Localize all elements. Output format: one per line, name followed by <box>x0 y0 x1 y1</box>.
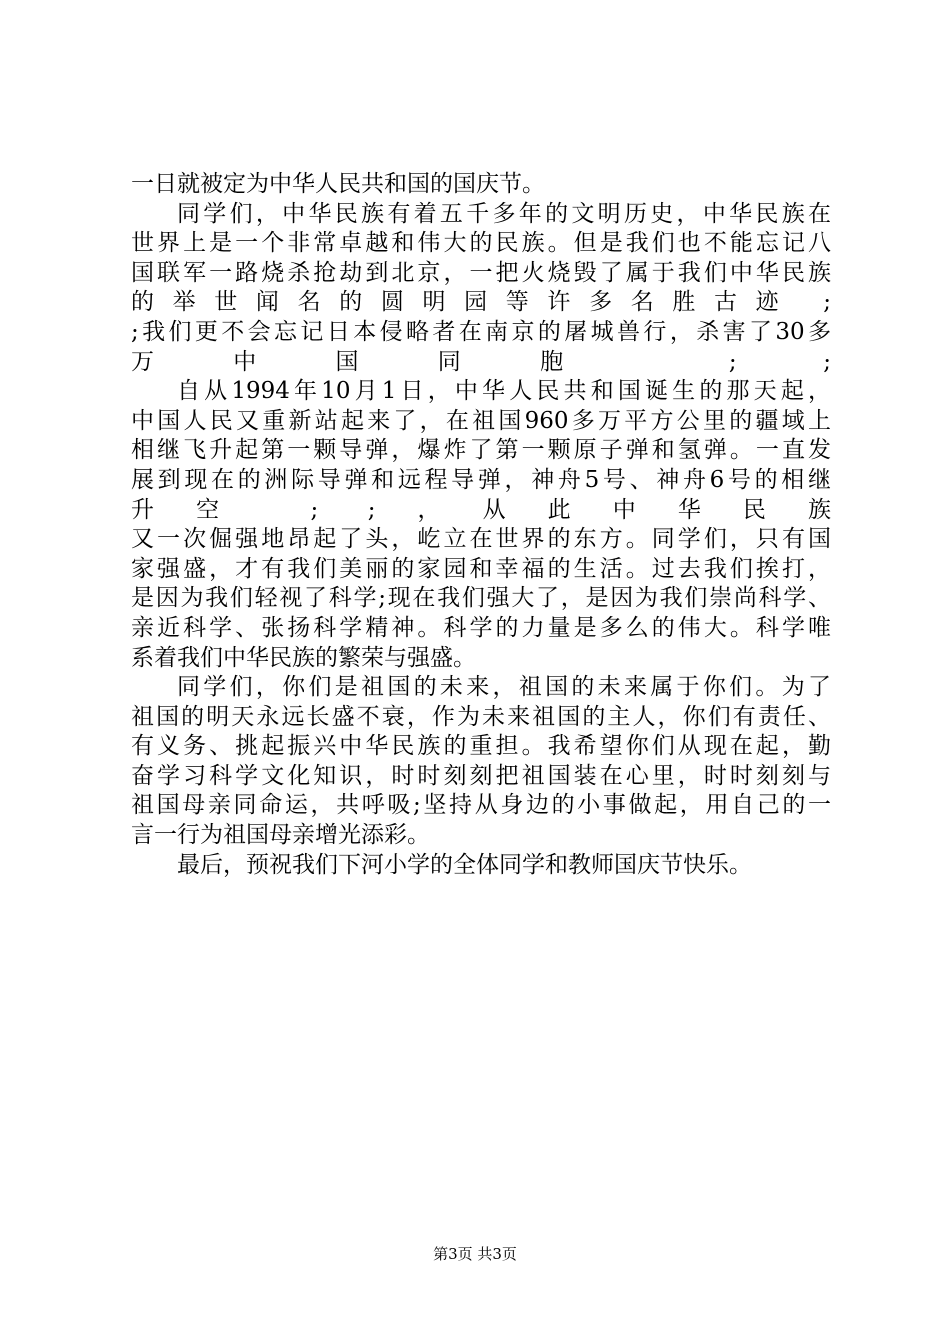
text-line: 同学们，中华民族有着五千多年的文明历史，中华民族在 <box>177 200 831 227</box>
text-line: 最后，预祝我们下河小学的全体同学和教师国庆节快乐。 <box>177 851 752 878</box>
text-line: 祖国母亲同命运，共呼吸;坚持从身边的小事做起，用自己的一 <box>131 792 831 819</box>
text-line: ;我们更不会忘记日本侵略者在南京的屠城兽行，杀害了30多 <box>131 318 831 345</box>
text-line: 言一行为祖国母亲增光添彩。 <box>131 822 430 849</box>
text-line: 的举世闻名的圆明园等许多名胜古迹 ; <box>131 289 831 316</box>
text-line: 又一次倔强地昂起了头，屹立在世界的东方。同学们，只有国 <box>131 526 831 553</box>
page-footer: 第3页 共3页 <box>433 1245 517 1263</box>
text-line: 奋学习科学文化知识，时时刻刻把祖国装在心里，时时刻刻与 <box>131 762 831 789</box>
text-line: 升空 ; ;，从此中华民族 <box>131 496 831 523</box>
text-line: 是因为我们轻视了科学;现在我们强大了，是因为我们崇尚科学、 <box>131 585 831 612</box>
text-line: 系着我们中华民族的繁荣与强盛。 <box>131 644 476 671</box>
body-text <box>131 170 831 880</box>
text-line: 同学们，你们是祖国的未来，祖国的未来属于你们。为了 <box>177 674 831 701</box>
text-line: 万中国同胞 ; ; <box>131 348 831 375</box>
text-line: 展到现在的洲际导弹和远程导弹，神舟5号、神舟6号的相继 <box>131 466 831 493</box>
text-line: 有义务、挑起振兴中华民族的重担。我希望你们从现在起，勤 <box>131 733 831 760</box>
text-line: 亲近科学、张扬科学精神。科学的力量是多么的伟大。科学唯 <box>131 614 831 641</box>
text-line: 一日就被定为中华人民共和国的国庆节。 <box>131 171 545 197</box>
text-line: 世界上是一个非常卓越和伟大的民族。但是我们也不能忘记八 <box>131 230 831 257</box>
text-line: 自从1994年10月1日，中华人民共和国诞生的那天起， <box>177 378 831 405</box>
text-line: 国联军一路烧杀抢劫到北京，一把火烧毁了属于我们中华民族 <box>131 259 831 286</box>
text-line: 家强盛，才有我们美丽的家园和幸福的生活。过去我们挨打， <box>131 555 831 582</box>
text-line: 中国人民又重新站起来了，在祖国960多万平方公里的疆域上 <box>131 407 831 434</box>
text-line: 祖国的明天永远长盛不衰，作为未来祖国的主人，你们有责任、 <box>131 703 831 730</box>
text-line: 相继飞升起第一颗导弹，爆炸了第一颗原子弹和氢弹。一直发 <box>131 437 831 464</box>
